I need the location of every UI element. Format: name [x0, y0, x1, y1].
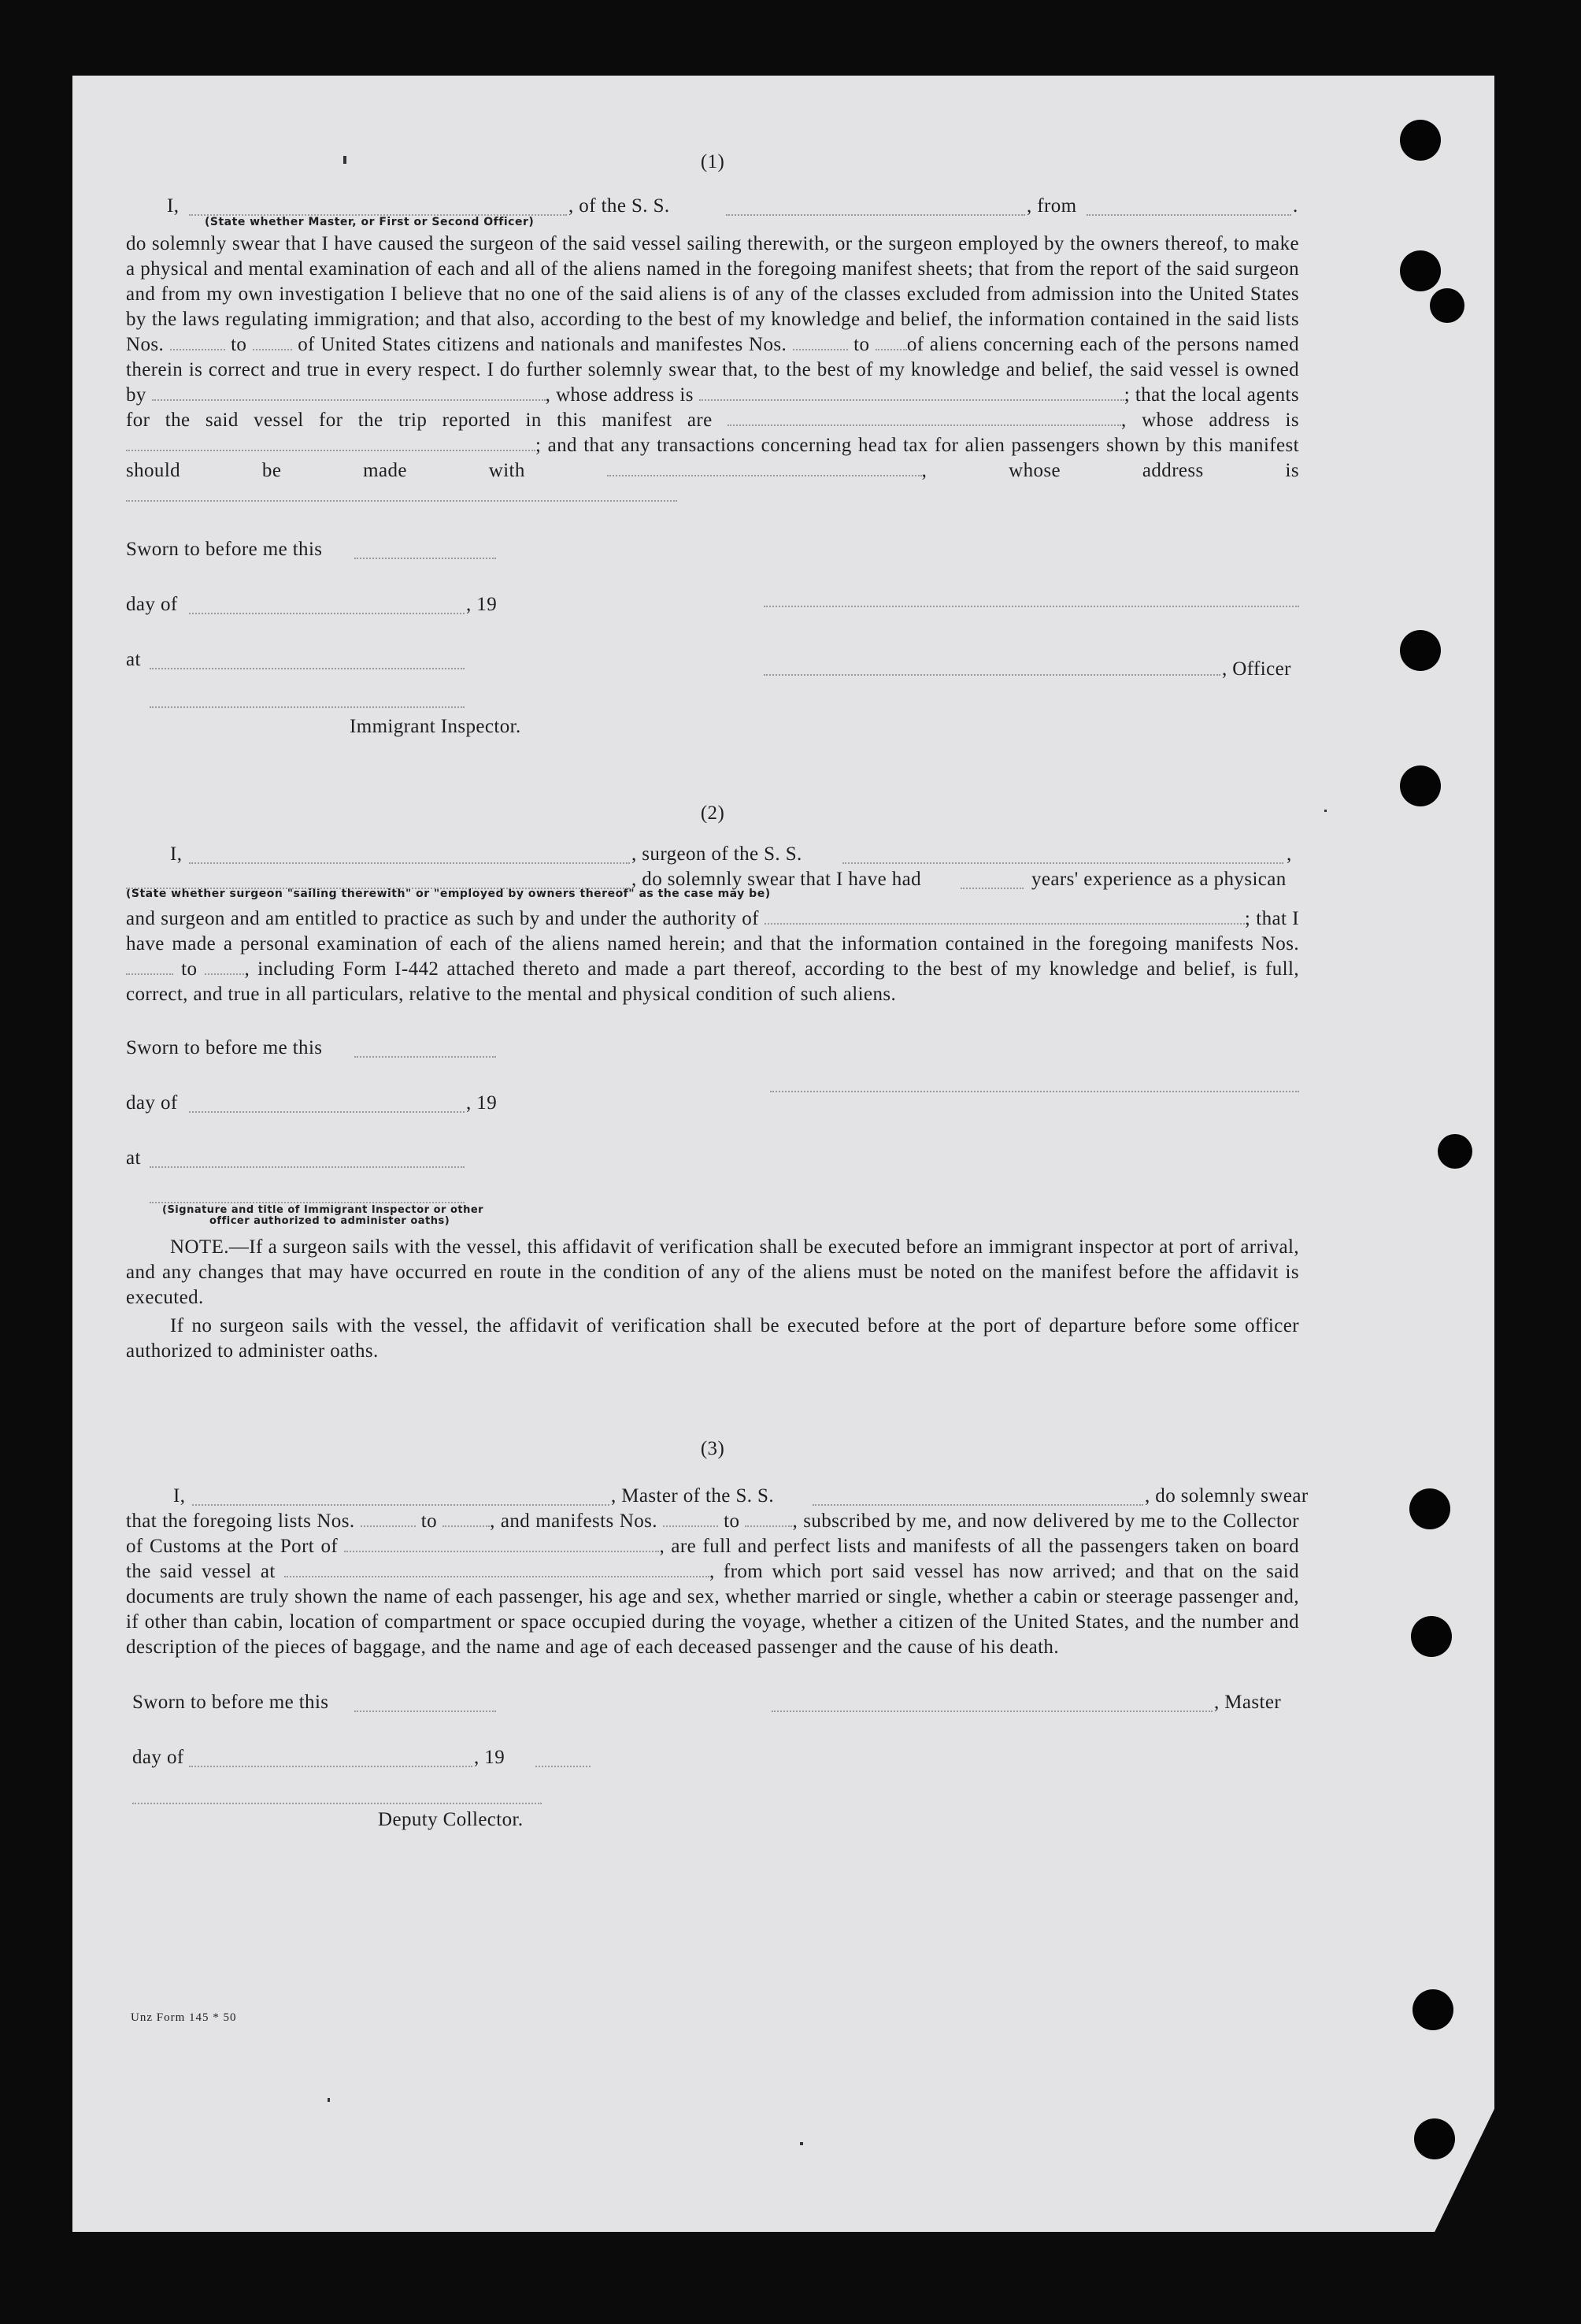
period: .	[1293, 195, 1298, 217]
signature-note-line: officer authorized to administer oaths)	[209, 1215, 450, 1227]
from-port-field[interactable]	[1087, 200, 1291, 216]
pronoun-i: I,	[170, 843, 183, 865]
binder-hole	[1411, 1616, 1452, 1657]
body-text: , including Form I-442 attached thereto and made a part thereof, according to the best of my knowledge and belief, is full, correct, and true in all particulars, relative to the mental and physical condition of such aliens.	[126, 958, 1300, 1005]
signature-note-line: (Signature and title of Immigrant Inspector or other	[162, 1204, 484, 1216]
section-1-number: (1)	[700, 151, 725, 172]
day-of-field[interactable]	[189, 599, 465, 614]
deputy-collector-label: Deputy Collector.	[378, 1809, 524, 1830]
head-tax-address-field[interactable]	[126, 486, 677, 502]
master-signature-field[interactable]	[772, 1696, 1213, 1712]
section-2-surgeon-affidavit	[126, 801, 1299, 1364]
note-paragraph-2: If no surgeon sails with the vessel, the affidavit of verification shall be executed before at the port of departure before some officer authorized to administer oaths.	[126, 1315, 1299, 1362]
collector-signature-line[interactable]	[132, 1802, 542, 1804]
body-text: , and manifests Nos.	[490, 1510, 657, 1532]
day-of-row	[126, 1091, 1299, 1116]
lists-from-field[interactable]	[361, 1511, 416, 1527]
pronoun-i: I,	[173, 1485, 186, 1507]
body-text: ,	[921, 460, 927, 481]
ink-speck	[800, 2142, 803, 2145]
section-3-body	[126, 1509, 1299, 1660]
body-text: , whose address is	[545, 384, 694, 406]
section-2-body	[126, 906, 1299, 1007]
inspector-signature-line[interactable]	[150, 1201, 465, 1203]
at-place-field[interactable]	[150, 1152, 465, 1168]
body-text: and surgeon and am entitled to practice as such by and under the authority of	[126, 908, 759, 929]
body-text: to	[724, 1510, 740, 1532]
body-text: , subscribed by me, and now delivered by me to the Collector of Customs at the Port of	[126, 1510, 1299, 1557]
body-text: of aliens concerning each of the persons named therein is correct and true in every respect. I do further solemnly swear that, to the best of my knowledge and belief, the said vessel is owned by	[126, 334, 1300, 406]
sworn-row	[126, 537, 1299, 562]
body-text: to	[420, 1510, 437, 1532]
surgeon-vessel-field[interactable]	[842, 848, 1283, 864]
lists-to-field[interactable]	[442, 1511, 490, 1527]
binder-hole	[1409, 1488, 1450, 1529]
day-of-row	[126, 1745, 1299, 1770]
sworn-label: Sworn to before me this	[126, 539, 323, 560]
form-content	[126, 150, 1309, 1833]
manifests-to-field[interactable]	[205, 959, 244, 975]
body-text: that the foregoing lists Nos.	[126, 1510, 355, 1532]
body-text: do solemnly swear that I have caused the surgeon of the said vessel sailing therewith, or the surgeon employed by the owners thereof, to make a physical and mental examination of each and all of the aliens named in the foregoing manifest sheets; that from the report of the said surgeon and from my own investigation I believe that no one of the said aliens is of any of the classes excluded from admission into the United States by the laws regulating immigration; and that also, according to the best of my knowledge and belief, the information contained in the said lists Nos.	[126, 233, 1299, 355]
year-label: , 19	[474, 1747, 505, 1768]
surgeon-status-field[interactable]	[126, 873, 630, 889]
year-field[interactable]	[535, 1751, 591, 1767]
collector-port-field[interactable]	[344, 1536, 659, 1552]
lists-from-field[interactable]	[170, 335, 225, 350]
at-label: at	[126, 649, 141, 670]
body-text: ;	[1244, 908, 1251, 929]
ink-speck	[343, 156, 346, 164]
from-label: , from	[1027, 195, 1077, 217]
boarding-port-field[interactable]	[284, 1562, 709, 1577]
sworn-row	[126, 1036, 1299, 1061]
day-of-label: day of	[132, 1747, 184, 1768]
ink-speck	[1324, 810, 1327, 812]
binder-hole	[1430, 288, 1464, 323]
binder-hole	[1413, 1989, 1453, 2030]
section-3-master-declaration	[126, 1436, 1309, 1833]
officer-name-field[interactable]	[189, 200, 567, 216]
owner-field[interactable]	[152, 385, 546, 401]
day-of-label: day of	[126, 594, 178, 615]
body-text: ; that the local agents for the said vessel for the trip reported in this manifest are	[126, 384, 1299, 431]
sworn-row	[126, 1690, 1299, 1715]
body-text: , from which port said vessel has now arrived; and that on the said documents are truly shown the name of each passenger, his age and sex, whether married or single, whether a cabin or steerage passenger and, if other than cabin, location of compartment or space occupied during the voyage, whether a citizen of the United States, and the number and description of the pieces of baggage, and the name and age of each deceased passenger and the cause of his death.	[126, 1561, 1299, 1658]
sworn-label: Sworn to before me this	[132, 1692, 329, 1713]
master-label: , Master	[1214, 1692, 1282, 1713]
binder-hole	[1400, 765, 1441, 806]
at-label: at	[126, 1147, 141, 1169]
inspector-signature-line[interactable]	[150, 706, 465, 708]
day-of-field[interactable]	[189, 1097, 465, 1113]
sworn-day-field[interactable]	[354, 1042, 496, 1058]
manifests-from-field[interactable]	[126, 959, 173, 975]
section-2-line-2	[126, 867, 1299, 892]
section-3-number: (3)	[700, 1438, 725, 1459]
manifests-from-field[interactable]	[663, 1511, 718, 1527]
body-text: to	[231, 334, 247, 355]
head-tax-agent-field[interactable]	[607, 461, 922, 476]
body-text: ; and that any transactions concerning head tax for alien passengers shown by this manifest should be made with	[126, 435, 1299, 481]
body-text: to	[853, 334, 870, 355]
officer-rank-note: (State whether Master, or First or Second Officer)	[205, 216, 535, 228]
section-1-master-affidavit	[126, 150, 1299, 739]
day-of-field[interactable]	[189, 1751, 472, 1767]
body-text: , whose address is	[1121, 410, 1300, 431]
body-text: to	[181, 958, 198, 980]
year-label: , 19	[466, 594, 498, 615]
binder-hole	[1400, 630, 1441, 671]
master-of-label: , Master of the S. S.	[611, 1485, 774, 1507]
owner-address-field[interactable]	[699, 385, 1124, 401]
surgeon-name-field[interactable]	[189, 848, 630, 864]
at-row	[126, 647, 1299, 680]
binder-hole	[1400, 250, 1441, 291]
solemnly-swear-label: , do solemnly swear	[1145, 1485, 1309, 1507]
sworn-label: Sworn to before me this	[126, 1037, 323, 1058]
section-1-body	[126, 232, 1299, 509]
binder-hole	[1400, 120, 1441, 161]
agents-field[interactable]	[728, 410, 1121, 426]
manifests-to-field[interactable]	[876, 335, 907, 350]
surgeon-signature-field[interactable]	[770, 1077, 1299, 1092]
surgeon-of-label: , surgeon of the S. S.	[631, 843, 802, 865]
solemnly-swear-label: , do solemnly swear that I have had	[631, 869, 922, 890]
day-of-row	[126, 592, 1299, 617]
officer-signature-field[interactable]	[764, 660, 1220, 676]
surgeon-status-note: (State whether surgeon "sailing therewith" or "employed by owners thereof" as the case may be)	[126, 888, 771, 900]
ink-speck	[328, 2098, 330, 2102]
section-2-line-1	[126, 842, 1299, 867]
master-vessel-field[interactable]	[813, 1490, 1143, 1506]
sworn-day-field[interactable]	[354, 1696, 496, 1712]
agents-address-field[interactable]	[126, 436, 535, 451]
body-text: , are full and perfect lists and manifests of all the passengers taken on board the said vessel at	[126, 1536, 1299, 1582]
at-place-field[interactable]	[150, 654, 465, 669]
body-text: of United States citizens and nationals and manifestes Nos.	[298, 334, 787, 355]
master-name-field[interactable]	[192, 1490, 609, 1506]
binder-hole	[1414, 2118, 1455, 2159]
immigrant-inspector-label: Immigrant Inspector.	[350, 716, 521, 737]
manifests-from-field[interactable]	[793, 335, 848, 350]
binder-hole	[1438, 1134, 1472, 1169]
section-3-line-1	[126, 1484, 1309, 1509]
sworn-day-field[interactable]	[354, 543, 496, 559]
body-text: that I have made a personal examination of each of the aliens named herein; and that the information contained in the foregoing manifests Nos.	[126, 908, 1299, 954]
year-label: , 19	[466, 1092, 498, 1114]
form-id: Unz Form 145 * 50	[131, 2011, 237, 2024]
years-experience-field[interactable]	[961, 873, 1024, 889]
years-experience-label: years' experience as a physican	[1031, 869, 1287, 890]
pronoun-i: I,	[167, 195, 180, 217]
manifests-to-field[interactable]	[745, 1511, 792, 1527]
section-2-number: (2)	[700, 802, 725, 824]
at-row	[126, 1146, 1299, 1171]
comma: ,	[1287, 843, 1292, 865]
note-paragraph-1: NOTE.—If a surgeon sails with the vessel, this affidavit of verification shall be executed before an immigrant inspector at port of arrival, and any changes that may have occurred en route in the condition of any of the aliens must be noted on the manifest before the affidavit is executed.	[126, 1236, 1299, 1308]
authority-field[interactable]	[765, 909, 1245, 925]
vessel-name-field[interactable]	[726, 200, 1025, 216]
section-1-line-1	[126, 194, 1299, 219]
signature-note	[162, 1205, 1299, 1227]
body-text: whose address is	[1009, 460, 1299, 481]
day-of-label: day of	[126, 1092, 178, 1114]
lists-to-field[interactable]	[253, 335, 292, 350]
of-the-ss-label: , of the S. S.	[568, 195, 670, 217]
officer-label: , Officer	[1222, 658, 1291, 680]
